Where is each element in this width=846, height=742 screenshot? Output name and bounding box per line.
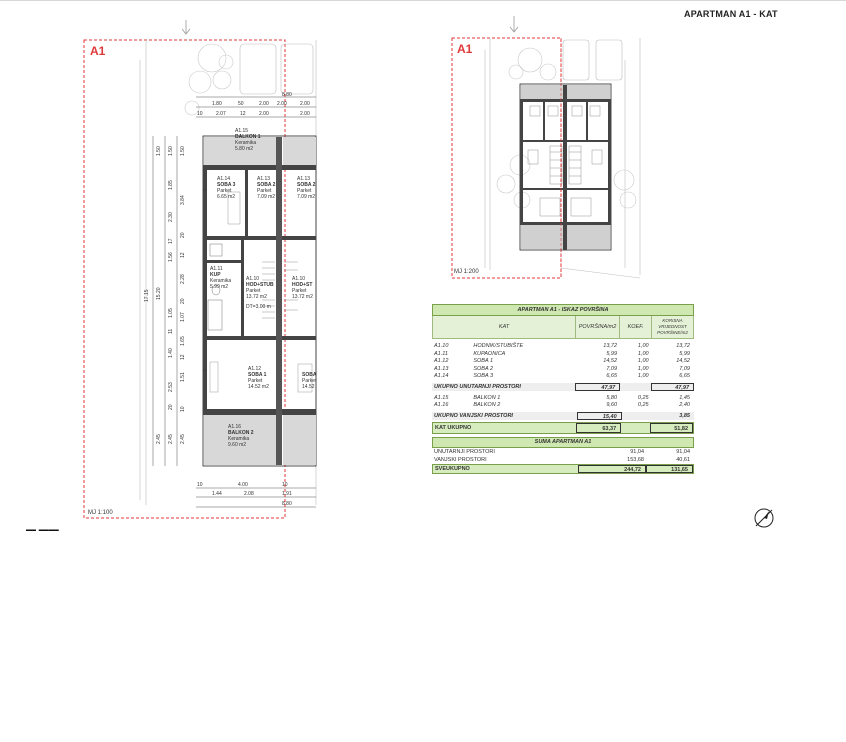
room-kupaonica: A1.11 KUP Keramika 5.99 m2 (210, 266, 232, 290)
dim-top: 2.07 (216, 111, 226, 117)
room-note: DT=3.00 m (246, 304, 271, 310)
dim-bottom: 1.44 (212, 491, 222, 497)
dim-top: 10 (197, 111, 203, 117)
north-arrow-left (182, 20, 190, 34)
scale-label-left: MJ 1:100 (88, 510, 113, 516)
dim-side: 1.40 (168, 348, 174, 358)
dim-side: 11 (168, 328, 174, 334)
dim-side: 17 (168, 238, 174, 244)
top-dimension-lines (196, 97, 316, 117)
dim-side: 2.45 (180, 434, 186, 444)
dim-side: 1.05 (168, 308, 174, 318)
room-soba-1-mirror: SOBA Parket 14.52 (302, 372, 317, 390)
dim-bottom: 4.00 (238, 482, 248, 488)
dim-side: 20 (168, 404, 174, 410)
dim-bottom: 10 (282, 482, 288, 488)
dim-bottom: 10 (197, 482, 203, 488)
dim-top: 12 (240, 111, 246, 117)
dim-side: 2.53 (168, 382, 174, 392)
building-walls-right (520, 84, 611, 250)
dim-bottom: 2.08 (244, 491, 254, 497)
dim-side: 1.56 (168, 252, 174, 262)
dim-bottom-total: 8.80 (282, 501, 292, 507)
table-column-header (432, 316, 694, 339)
col-area: POVRŠINA/m2 (576, 316, 620, 338)
room-soba-2-mirror: A1.13 SOBA 2 Parket 7.09 m2 (297, 176, 316, 200)
page-title: APARTMAN A1 - KAT (684, 9, 778, 19)
room-balkon-2: A1.16 BALKON 2 Keramika 9.60 m2 (228, 424, 254, 448)
dim-side-total: 15.20 (156, 287, 162, 300)
plan-label-left: A1 (90, 44, 106, 58)
dim-top: 2.00 (277, 101, 287, 107)
room-hodnik: A1.10 HOD+STUB Parket 13.72 m2 (246, 276, 274, 300)
room-soba-2: A1.13 SOBA 2 Parket 7.09 m2 (257, 176, 276, 200)
cropped-text-fragment: ▬ ▬▬ (26, 527, 59, 533)
dim-top: 50 (238, 101, 244, 107)
trees-left (185, 44, 233, 115)
dim-side: 20 (180, 232, 186, 238)
dim-side: 2.45 (168, 434, 174, 444)
dim-side: 3.84 (180, 195, 186, 205)
table-row: A1.15 BALKON 1 5,80 0,25 1,45 (434, 394, 690, 401)
floor-total-row: KAT UKUPNO 63,37 51,82 (432, 422, 694, 434)
sum-row: VANJSKI PROSTORI 153,68 40,61 (434, 456, 690, 463)
dim-side: 2.30 (168, 212, 174, 222)
room-soba-3: A1.14 SOBA 3 Parket 6.65 m2 (217, 176, 236, 200)
room-soba-1: A1.12 SOBA 1 Parket 14.52 m2 (248, 366, 269, 390)
dim-side: 2.28 (180, 274, 186, 284)
dim-top: 2.00 (259, 101, 269, 107)
dim-top: 1.80 (212, 101, 222, 107)
sum-row: UNUTARNJI PROSTORI 91,04 91,04 (434, 448, 690, 455)
dim-side: 10 (180, 406, 186, 412)
table-row: A1.10 HODNIK/STUBIŠTE 13,72 1,00 13,72 (434, 343, 690, 349)
compass-icon (752, 506, 776, 530)
table-row: A1.13 SOBA 2 7,09 1,00 7,09 (434, 365, 690, 372)
dim-bottom: 1.91 (282, 491, 292, 497)
dim-top-total: 8.80 (282, 92, 292, 98)
dim-side: 2.45 (156, 434, 162, 444)
dim-top: 2.00 (300, 101, 310, 107)
inner-total-row: UKUPNO UNUTARNJI PROSTORI 47,97 47,97 (432, 383, 694, 391)
dim-side: 1.85 (168, 180, 174, 190)
table-row: A1.12 SOBA 1 14,52 1,00 14,52 (434, 358, 690, 364)
dim-top: 2.00 (259, 111, 269, 117)
dim-side: 1.51 (180, 372, 186, 382)
scale-label-right: MJ 1:200 (454, 269, 479, 275)
dim-side: 1.50 (156, 146, 162, 156)
table-row: A1.14 SOBA 3 6,65 1,00 6,65 (434, 373, 690, 379)
dim-top: 2.00 (300, 111, 310, 117)
area-table (432, 304, 694, 474)
dim-side-total: 17.15 (144, 289, 150, 302)
plan-label-right: A1 (457, 42, 473, 56)
dim-side: 12 (180, 354, 186, 360)
dim-side: 1.07 (180, 312, 186, 322)
dim-side: 1.50 (168, 146, 174, 156)
dim-side: 1.50 (180, 146, 186, 156)
col-coef: KOEF. (620, 316, 652, 338)
grand-total-row: SVEUKUPNO 244,72 131,65 (432, 464, 694, 474)
dim-side: 20 (180, 298, 186, 304)
sum-title: SUMA APARTMAN A1 (432, 437, 694, 448)
dim-side: 12 (180, 252, 186, 258)
table-row: A1.16 BALKON 2 9,60 0,25 2,40 (434, 402, 690, 408)
outer-total-row: UKUPNO VANJSKI PROSTORI 15,40 3,85 (432, 412, 694, 420)
dim-side: 1.65 (180, 336, 186, 346)
table-title: APARTMAN A1 - ISKAZ POVRŠINA (432, 304, 694, 316)
room-balkon-1: A1.15 BALKON 1 Keramika 5.80 m2 (235, 128, 261, 152)
col-useful: KORISNA VRIJEDNOST POVRŠINE/m2 (657, 318, 688, 335)
north-arrow-right (510, 16, 518, 32)
col-kat: KAT (433, 316, 576, 338)
table-row: A1.11 KUPAONICA 5,99 1,00 5,99 (434, 350, 690, 357)
room-hodnik-mirror: A1.10 HOD+ST Parket 13.72 m2 (292, 276, 313, 300)
